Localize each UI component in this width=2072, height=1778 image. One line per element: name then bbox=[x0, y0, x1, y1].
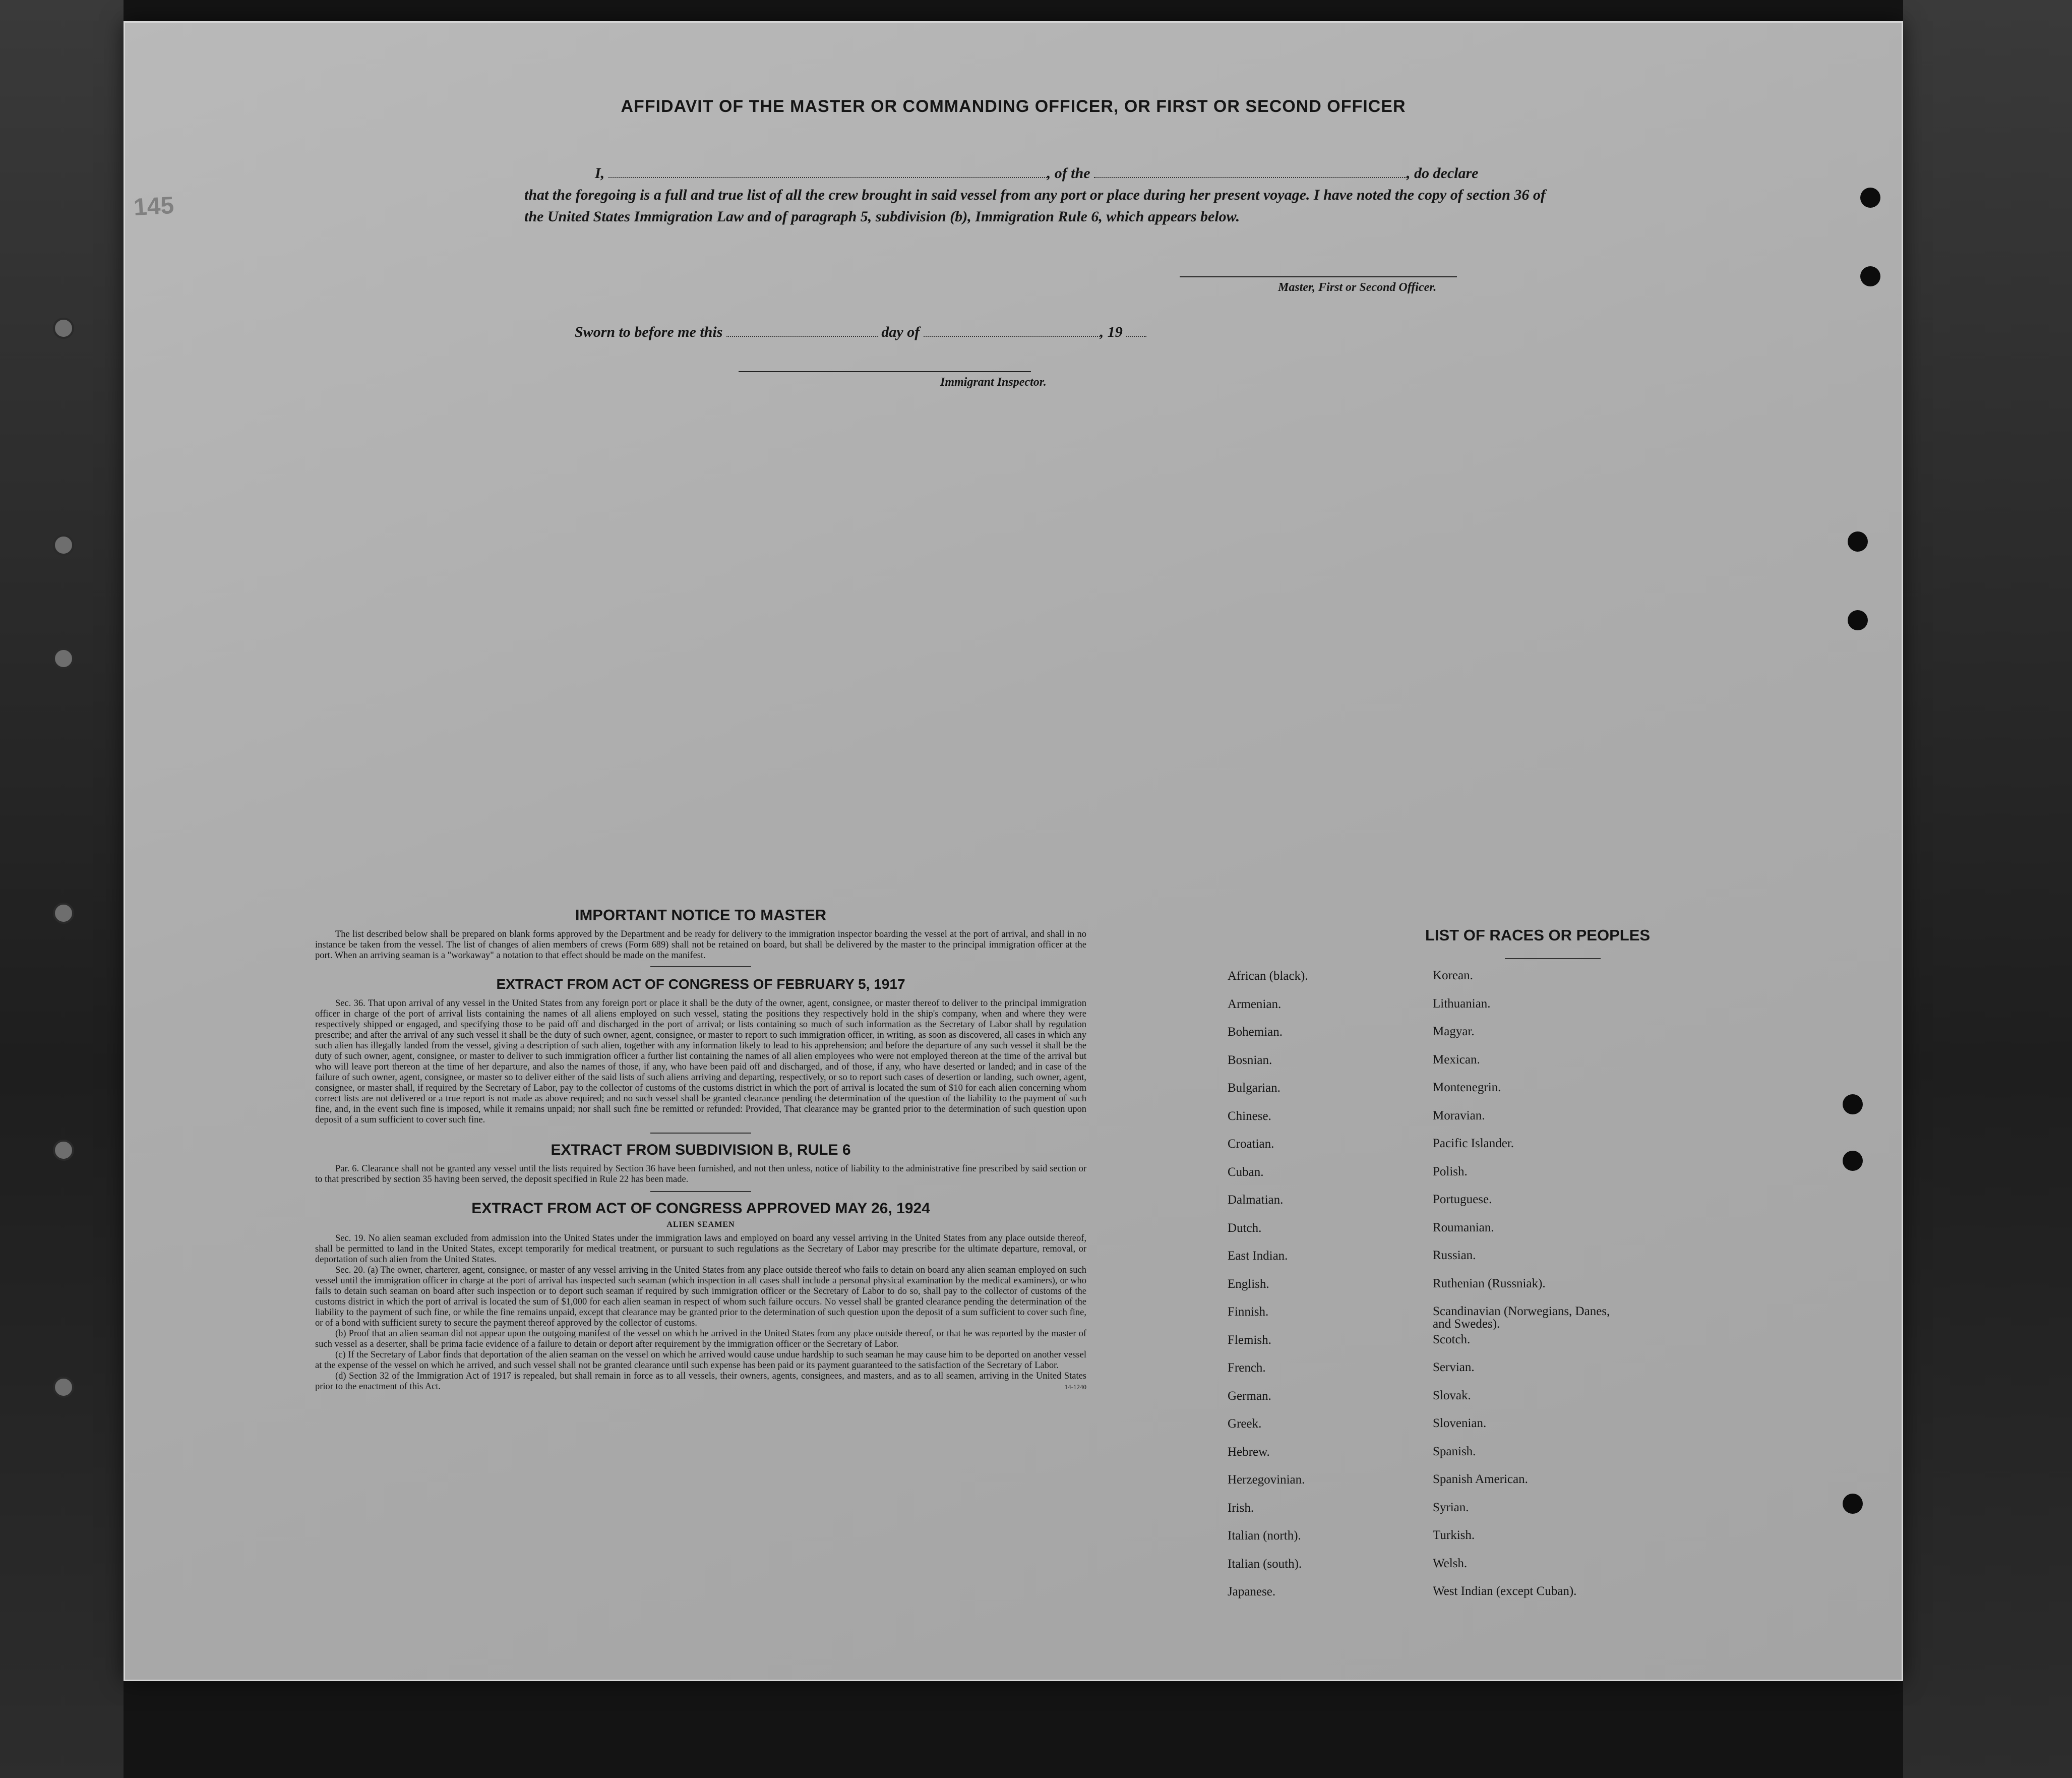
extract-1917-body: Sec. 36. That upon arrival of any vessel in the United States from any foreign port or place it shall be the duty of the owner, agent, consignee, or master thereof to deliver to the principal immigration officer in charge of the port of arrival lists containing the names of all aliens employed on such vessel, stating the positions they respectively hold in the ship's company, when and where they were respectively shipped or engaged, and specifying those to be paid off and discharged in the port of arrival; or lists containing so much of such information as the Secretary of Labor shall by regulation prescribe; and after the arrival of any such vessel it shall be the duty of such owner, agent, consignee, or master to report to such immigration officer, in writing, as soon as discovered, all cases in which any such alien has illegally landed from the vessel, giving a description of such alien, together with any information likely to lead to his apprehension; and before the departure of any such vessel it shall be the duty of such owner, agent, consignee, or master to deliver to such immigration officer a further list containing the names of all alien employees who were not employed thereon at the time of the arrival but who will leave port thereon at the time of her departure, and also the names of those, if any, who have been paid off and discharged, and of those, if any, who have deserted or landed; and in case of the failure of such owner, agent, consignee, or master so to deliver either of the said lists of such aliens arriving and departing, respectively, or so to report such cases of desertion or landing, such owner, agent, consignee, or master shall, if required by the Secretary of Labor, pay to the collector of customs of the customs district in which the port of arrival is located the sum of $10 for each alien concerning whom correct lists are not delivered or a true report is not made as above required; and no such vessel shall be granted clearance pending the determination of the question of the liability to the payment of such fine, and, in the event such fine is imposed, while it remains unpaid; nor shall such fine be remitted or refunded: Provided, That clearance may be granted prior to the determination of such question upon deposit of a sum sufficient to cover such fine. bbox=[315, 998, 1086, 1125]
inspector-signature-line bbox=[739, 371, 1031, 372]
sworn-line bbox=[575, 324, 1146, 341]
binder-hole bbox=[53, 648, 74, 669]
divider bbox=[650, 1191, 751, 1192]
sworn-month-blank bbox=[924, 336, 1100, 337]
left-item: Herzegovinian. bbox=[1228, 1473, 1305, 1487]
master-signature-caption: Master, First or Second Officer. bbox=[1278, 281, 1437, 294]
left-item: Cuban. bbox=[1228, 1165, 1264, 1179]
master-signature-line bbox=[1180, 276, 1457, 277]
punch-hole bbox=[1860, 266, 1880, 286]
left-item: East Indian. bbox=[1228, 1249, 1288, 1263]
right-item: Russian. bbox=[1433, 1249, 1476, 1262]
left-item: Bosnian. bbox=[1228, 1053, 1272, 1067]
extract-rule6-title: EXTRACT FROM SUBDIVISION B, RULE 6 bbox=[551, 1142, 851, 1158]
right-item: Syrian. bbox=[1433, 1500, 1469, 1514]
sworn-year-blank bbox=[1126, 336, 1146, 337]
form-code: 14-1240 bbox=[1064, 1383, 1086, 1391]
left-item: Croatian. bbox=[1228, 1137, 1274, 1151]
right-item: West Indian (except Cuban). bbox=[1433, 1584, 1577, 1598]
binder-hole bbox=[53, 1140, 74, 1161]
sworn-mid: day of bbox=[881, 324, 920, 340]
punch-hole bbox=[1848, 610, 1868, 630]
right-item: Magyar. bbox=[1433, 1025, 1475, 1038]
extract-1924-sec20d: (d) Section 32 of the Immigration Act of 1917 is repealed, but shall remain in force as to all vessels, their owners, agents, consignees, and masters, and as to all seamen, arriving in the United States prior to the enactment of this Act. bbox=[315, 1371, 1086, 1392]
extract-1924-sec19: Sec. 19. No alien seaman excluded from admission into the United States under the immigration laws and employed on board any vessel arriving in the United States from any place outside thereof, shall be permitted to land in the United States, except temporarily for medical treatment, or pursuant to such regulations as the Secretary of Labor may prescribe for the ultimate departure, removal, or deportation of such alien from the United States. bbox=[315, 1233, 1086, 1265]
binder-hole bbox=[53, 318, 74, 339]
left-item: Armenian. bbox=[1228, 997, 1282, 1011]
right-item: Moravian. bbox=[1433, 1108, 1485, 1122]
left-item: Japanese. bbox=[1228, 1585, 1276, 1598]
affidavit-line-suffix: , do declare bbox=[1407, 165, 1479, 182]
punch-hole bbox=[1860, 188, 1880, 208]
right-item: Roumanian. bbox=[1433, 1220, 1494, 1234]
page-number-mark: 145 bbox=[133, 192, 175, 221]
extract-rule6-body: Par. 6. Clearance shall not be granted any vessel until the lists required by Section 36 have been furnished, and not then unless, notice of liability to the administrative fine prescribed by said section or to that prescribed by section 35 having been served, the deposit specified in Rule 22 has been made. bbox=[315, 1164, 1086, 1184]
sworn-prefix: Sworn to before me this bbox=[575, 324, 723, 340]
extract-1924-sec20a: Sec. 20. (a) The owner, charterer, agent, consignee, or master of any vessel arriving in the United States from any place outside thereof who fails to detain on board any alien seaman employed on such vessel until the immigration officer in charge at the port of arrival has inspected such seaman (which inspection in all cases shall include a personal physical examination by the medical examiners), or who fails to detain such seaman on board after such inspection or to deport such seaman if required by such immigration officer or the Secretary of Labor to do so, shall pay to the collector of customs of the customs district in which the port of arrival is located the sum of $1,000 for each alien seaman in respect of whom such failure occurs. No vessel shall be granted clearance pending the determination of the liability to the payment of such fine, or while the fine remains unpaid, except that clearance may be granted prior to the determination of such question upon the deposit of a sum sufficient to cover such fine, or of a bond with sufficient surety to secure the payment thereof approved by the collector of customs. bbox=[315, 1265, 1086, 1328]
divider bbox=[650, 966, 751, 967]
right-item: Lithuanian. bbox=[1433, 996, 1491, 1011]
left-item: Greek. bbox=[1228, 1417, 1262, 1431]
left-item: German. bbox=[1228, 1389, 1271, 1403]
affidavit-line-mid: , of the bbox=[1047, 165, 1090, 182]
affidavit-body: that the foregoing is a full and true list of all the crew brought in said vessel from any port or place during her present voyage. I have noted the copy of section 36 of the United States Immigration Law and of paragraph 5, subdivision (b), Immigration Rule 6, which appears below. bbox=[524, 187, 1546, 225]
left-item: Dutch. bbox=[1228, 1221, 1262, 1235]
left-item: Flemish. bbox=[1228, 1333, 1271, 1347]
races-divider bbox=[1505, 958, 1601, 959]
sworn-year: , 19 bbox=[1100, 324, 1123, 340]
binder-strip-left bbox=[0, 0, 124, 1778]
races-title: LIST OF RACES OR PEOPLES bbox=[1425, 926, 1651, 944]
extract-1924-title: EXTRACT FROM ACT OF CONGRESS APPROVED MAY 26, 1924 bbox=[471, 1200, 930, 1217]
right-item: Korean. bbox=[1433, 969, 1473, 982]
name-blank bbox=[608, 177, 1047, 178]
left-item: Hebrew. bbox=[1228, 1445, 1270, 1459]
manifest-sheet bbox=[124, 21, 1903, 1681]
left-item: Italian (south). bbox=[1228, 1557, 1302, 1571]
right-item: Spanish. bbox=[1433, 1444, 1476, 1458]
extract-1924-sec20b: (b) Proof that an alien seaman did not appear upon the outgoing manifest of the vessel on which he arrived in the United States from any place outside thereof, or that he was reported by the master of such vessel as a deserter, shall be prima facie evidence of a failure to detain or deport after requirement by the immigration officer or the Secretary of Labor. bbox=[315, 1329, 1086, 1349]
left-item: Italian (north). bbox=[1228, 1529, 1301, 1543]
sworn-day-blank bbox=[726, 336, 878, 337]
right-item: Scotch. bbox=[1433, 1332, 1471, 1346]
notice-title: IMPORTANT NOTICE TO MASTER bbox=[575, 906, 827, 924]
affidavit-line-prefix: I, bbox=[595, 165, 605, 182]
affidavit-text bbox=[524, 162, 1633, 227]
right-item: Polish. bbox=[1433, 1164, 1468, 1178]
binder-hole bbox=[53, 903, 74, 924]
punch-hole bbox=[1843, 1094, 1863, 1114]
notice-column bbox=[315, 906, 1086, 1391]
right-item: Turkish. bbox=[1433, 1528, 1475, 1542]
extract-1917-title: EXTRACT FROM ACT OF CONGRESS OF FEBRUARY 5, 1917 bbox=[496, 976, 905, 992]
right-item: Portuguese. bbox=[1433, 1193, 1492, 1206]
divider bbox=[650, 1133, 751, 1134]
punch-hole bbox=[1843, 1151, 1863, 1171]
punch-hole bbox=[1848, 531, 1868, 552]
right-item: Pacific Islander. bbox=[1433, 1137, 1514, 1150]
binder-strip-right bbox=[1903, 0, 2072, 1778]
right-item: Spanish American. bbox=[1433, 1472, 1528, 1486]
right-item: Scandinavian (Norwegians, Danes, and Swedes). bbox=[1433, 1305, 1610, 1331]
left-item: Irish. bbox=[1228, 1501, 1254, 1515]
right-item: Slovak. bbox=[1433, 1388, 1471, 1402]
right-item: Montenegrin. bbox=[1433, 1081, 1501, 1094]
left-item: Bulgarian. bbox=[1228, 1081, 1281, 1095]
affidavit-first-line bbox=[524, 162, 1633, 184]
left-item: Finnish. bbox=[1228, 1305, 1269, 1319]
vessel-blank bbox=[1094, 177, 1407, 178]
extract-1924-subtitle: ALIEN SEAMEN bbox=[666, 1220, 735, 1229]
left-item: Bohemian. bbox=[1228, 1025, 1283, 1039]
left-item: Dalmatian. bbox=[1228, 1193, 1284, 1207]
right-item: Slovenian. bbox=[1433, 1416, 1487, 1430]
binder-hole bbox=[53, 535, 74, 556]
extract-1924-sec20c: (c) If the Secretary of Labor finds that deportation of the alien seaman on the vessel on which he arrived would cause undue hardship to such seaman he may cause him to be deported on another vessel at the expense of the vessel on which he arrived, and such vessel shall not be granted clearance until such expense has been paid or its payment guaranteed to the satisfaction of the Secretary of Labor. bbox=[315, 1350, 1086, 1371]
right-item: Mexican. bbox=[1433, 1052, 1480, 1066]
right-item: Ruthenian (Russniak). bbox=[1433, 1276, 1546, 1290]
punch-hole bbox=[1843, 1494, 1863, 1514]
left-item: African (black). bbox=[1228, 969, 1308, 983]
left-item: Chinese. bbox=[1228, 1109, 1271, 1123]
left-item: French. bbox=[1228, 1361, 1266, 1375]
inspector-caption: Immigrant Inspector. bbox=[940, 376, 1047, 389]
binder-hole bbox=[53, 1377, 74, 1398]
notice-body: The list described below shall be prepared on blank forms approved by the Department and be ready for delivery to the immigration inspector boarding the vessel at the port of arrival, and shall in no instance be taken from the vessel. The list of changes of alien members of crews (Form 689) shall not be retained on board, but shall be delivered by the master to the principal immigration officer at the port. When an arriving seaman is a "workaway" a notation to that effect should be made on the manifest. bbox=[315, 929, 1086, 961]
affidavit-title: AFFIDAVIT OF THE MASTER OR COMMANDING OFFICER, OR FIRST OR SECOND OFFICER bbox=[621, 97, 1406, 116]
right-item: Servian. bbox=[1433, 1360, 1475, 1374]
left-item: English. bbox=[1228, 1277, 1269, 1291]
right-item: Welsh. bbox=[1433, 1556, 1468, 1570]
